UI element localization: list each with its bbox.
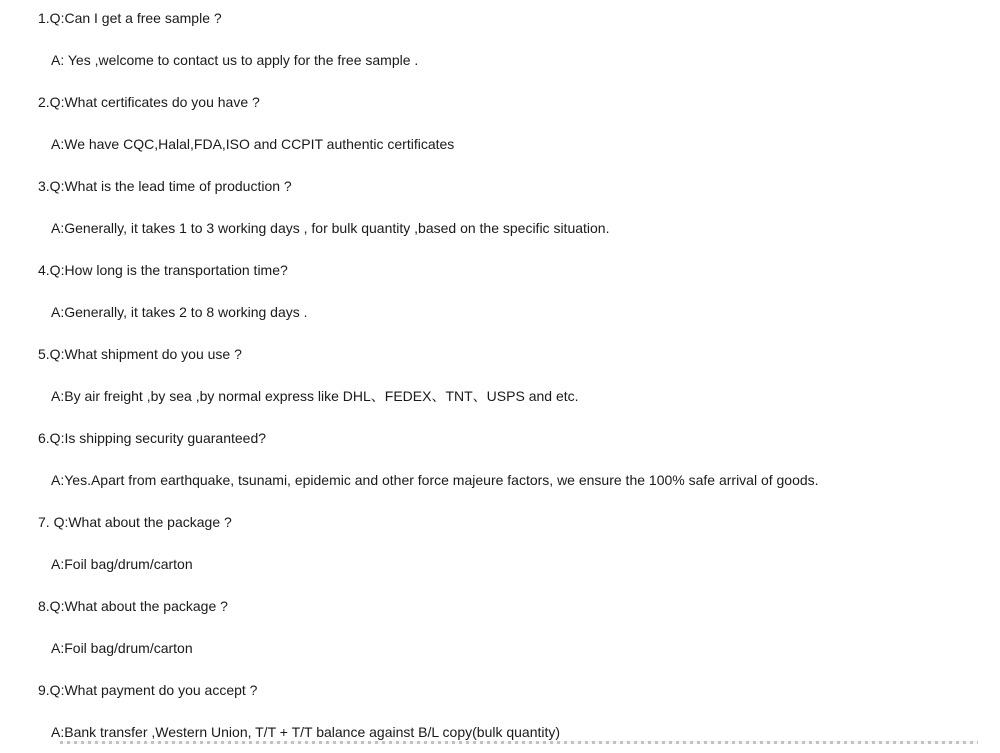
faq-item	[0, 501, 1000, 585]
faq-question: 4.Q:How long is the transportation time?	[38, 262, 288, 278]
faq-answer: A:Generally, it takes 1 to 3 working days , for bulk quantity ,based on the specific situation.	[51, 220, 610, 236]
faq-item	[0, 585, 1000, 669]
faq-question: 7. Q:What about the package ?	[38, 514, 232, 530]
faq-question: 2.Q:What certificates do you have ?	[38, 94, 260, 110]
faq-item	[0, 249, 1000, 333]
faq-item	[0, 417, 1000, 501]
faq-question: 6.Q:Is shipping security guaranteed?	[38, 430, 267, 446]
faq-item	[0, 165, 1000, 249]
faq-answer: A:Foil bag/drum/carton	[51, 556, 193, 572]
faq-answer: A:We have CQC,Halal,FDA,ISO and CCPIT authentic certificates	[51, 136, 455, 152]
faq-question: 3.Q:What is the lead time of production ?	[38, 178, 292, 194]
faq-question: 1.Q:Can I get a free sample ?	[38, 10, 222, 26]
faq-question: 5.Q:What shipment do you use ?	[38, 346, 242, 362]
faq-answer: A:Yes.Apart from earthquake, tsunami, epidemic and other force majeure factors, we ensure the 100% safe arrival of goods.	[51, 472, 819, 488]
faq-item	[0, 333, 1000, 417]
faq-answer: A:Bank transfer ,Western Union, T/T + T/T balance against B/L copy(bulk quantity)	[51, 724, 561, 740]
faq-answer: A:By air freight ,by sea ,by normal express like DHL、FEDEX、TNT、USPS and etc.	[51, 388, 579, 404]
faq-item	[0, 0, 1000, 81]
clipped-content-edge	[60, 741, 978, 744]
faq-answer: A:Generally, it takes 2 to 8 working days .	[51, 304, 308, 320]
faq-answer: A:Foil bag/drum/carton	[51, 640, 193, 656]
faq-answer: A: Yes ,welcome to contact us to apply for the free sample .	[51, 52, 419, 68]
faq-item	[0, 81, 1000, 165]
faq-question: 9.Q:What payment do you accept ?	[38, 682, 258, 698]
faq-question: 8.Q:What about the package ?	[38, 598, 228, 614]
